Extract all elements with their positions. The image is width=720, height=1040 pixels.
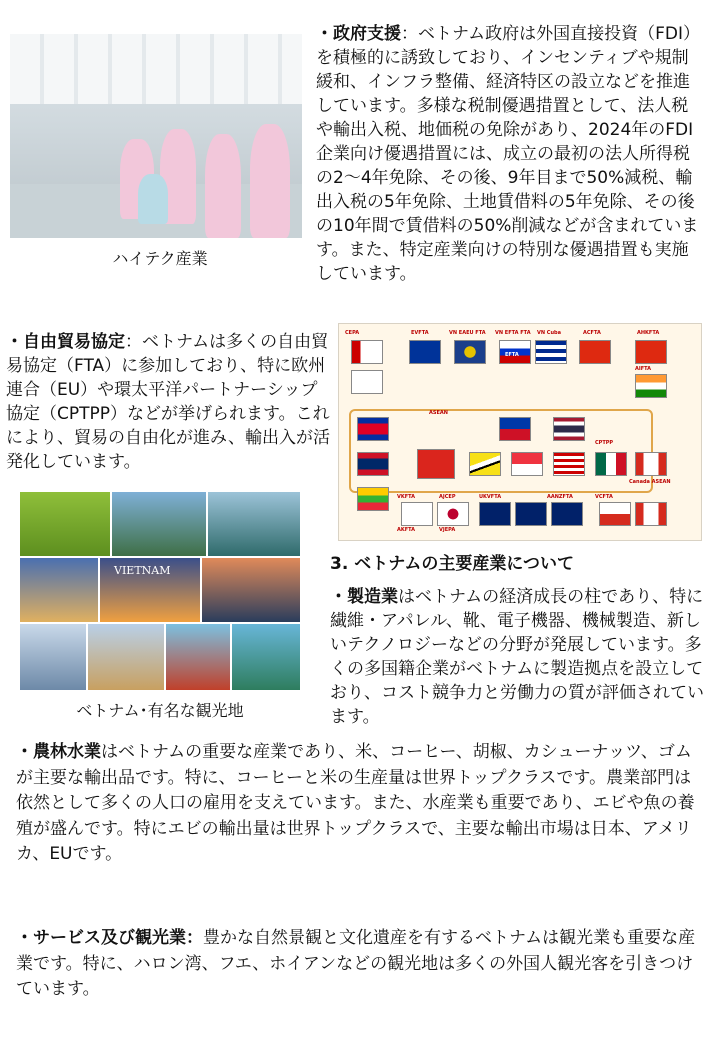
fta-paragraph (6, 330, 332, 474)
uk-flag-icon (479, 502, 511, 526)
brunei-flag-icon (469, 452, 501, 476)
trade-label: EFTA (505, 352, 519, 358)
bridge-sunset-photo (202, 558, 300, 622)
trade-label: EVFTA (411, 330, 429, 336)
trade-label: VN EFTA FTA (495, 330, 531, 336)
manufacturing-paragraph (330, 585, 710, 729)
tourism-collage (20, 492, 300, 690)
vietnam-night-photo (100, 558, 200, 622)
chile-flag-icon (599, 502, 631, 526)
govt-support-heading: ・政府支援 (316, 24, 401, 44)
thailand-flag-icon (553, 417, 585, 441)
lake-temple-photo (112, 492, 206, 556)
trade-label: Canada ASEAN (629, 479, 671, 485)
cambodia-flag-icon (357, 417, 389, 441)
israel-flag-icon (351, 370, 383, 394)
worker-figure (250, 124, 290, 238)
india-flag-icon (635, 374, 667, 398)
eaeu-flag-icon (454, 340, 486, 364)
newzealand-flag-icon (551, 502, 583, 526)
trade-label: CPTPP (595, 440, 614, 446)
trade-label: VJEPA (439, 527, 456, 533)
trade-label: VN EAEU FTA (449, 330, 486, 336)
services-paragraph (16, 926, 706, 1003)
services-heading: ・サービス及び観光業： (16, 928, 203, 948)
australia-flag-icon (515, 502, 547, 526)
manufacturing-body: はベトナムの経済成長の柱であり、特に繊維・アパレル、靴、電子機器、機械製造、新しいテクノロジーなどの分野が発展しています。多くの多国籍企業がベトナムに製造拠点を設立しており、コスト競争力と労働力の質が評価されています。 (330, 587, 704, 727)
post-office-photo (88, 624, 164, 690)
trade-label: UKVFTA (479, 494, 502, 500)
fta-heading: ・自由貿易協定 (6, 332, 125, 352)
factory-caption: ハイテク産業 (112, 249, 208, 268)
govt-support-paragraph (316, 22, 700, 286)
trade-label: CEPA (345, 330, 360, 336)
worker-figure-seated (138, 174, 168, 224)
fta-body: ：ベトナムは多くの自由貿易協定（FTA）に参加しており、特に欧州連合（EU）や環太平洋パートナーシップ協定（CPTPP）などが挙げられます。これにより、貿易の自由化が進み、輸出入が活発化しています。 (6, 332, 331, 472)
mexico-flag-icon (595, 452, 627, 476)
trade-label: AHKFTA (637, 330, 660, 336)
agriculture-heading: ・農林水業 (16, 742, 101, 762)
agriculture-paragraph (16, 740, 706, 868)
peru-flag-icon (635, 502, 667, 526)
worker-figure (205, 134, 241, 238)
beach-resort-photo (232, 624, 300, 690)
china-flag-icon (579, 340, 611, 364)
canada-flag-icon (635, 452, 667, 476)
factory-ceiling-lights (10, 34, 302, 104)
manufacturing-heading: ・製造業 (330, 587, 398, 607)
philippines-flag-icon (499, 417, 531, 441)
halong-bay-photo (208, 492, 300, 556)
laos-flag-icon (357, 452, 389, 476)
cuba-flag-icon (535, 340, 567, 364)
trade-label: VCFTA (595, 494, 613, 500)
trade-label: VKFTA (397, 494, 416, 500)
govt-support-body: ：ベトナム政府は外国直接投資（FDI）を積極的に誘致しており、インセンティブや規制緩和、インフラ整備、経済特区の設立などを推進しています。多様な税制優遇措置として、法人税や輸出入税、地価税の免除があり、2024年のFDI企業向け優遇措置には、成立の最初の法人所得税の2～4年免除、その後、9年目まで50%減税、輸出入税の5年免除、土地賃借料の5年免除、その後の10年間で賃借料の50%削減などが含まれています。また、特定産業向けの特別な優遇措置も実施しています。 (316, 24, 699, 284)
trade-label: AKFTA (397, 527, 416, 533)
hongkong-flag-icon (635, 340, 667, 364)
vietnam-flag-icon (417, 449, 455, 479)
trade-label: AANZFTA (547, 494, 573, 500)
palace-photo (20, 558, 98, 622)
singapore-flag-icon (511, 452, 543, 476)
trade-label: VN Cuba (537, 330, 561, 336)
tourism-caption: ベトナム･有名な観光地 (76, 701, 244, 720)
eu-flag-icon (409, 340, 441, 364)
rice-terrace-photo (20, 492, 110, 556)
city-skyline-photo (20, 624, 86, 690)
myanmar-flag-icon (357, 487, 389, 511)
services-body: 豊かな自然景観と文化遺産を有するベトナムは観光業も重要な産業です。特に、ハロン湾、フエ、ホイアンなどの観光地は多くの外国人観光客を引きつけています。 (16, 928, 696, 999)
factory-photo (10, 34, 302, 238)
trade-label: AIFTA (635, 366, 652, 372)
section3-title: 3. ベトナムの主要産業について (330, 554, 575, 574)
collage-vietnam-text: VIETNAM (114, 564, 171, 577)
trade-label: ASEAN (429, 410, 448, 416)
malaysia-flag-icon (553, 452, 585, 476)
uae-flag-icon (351, 340, 383, 364)
trade-label: AJCEP (439, 494, 456, 500)
korea-flag-icon (401, 502, 433, 526)
trade-agreements-diagram (338, 323, 702, 541)
trade-label: ACFTA (583, 330, 601, 336)
agriculture-body: はベトナムの重要な産業であり、米、コーヒー、胡椒、カシューナッツ、ゴムが主要な輸出品です。特に、コーヒーと米の生産量は世界トップクラスです。農業部門は依然として多くの人口の雇用を支えています。また、水産業も重要であり、エビや魚の養殖が盛んです。特にエビの輸出量は世界トップクラスで、主要な輸出市場は日本、アメリカ、EUです。 (16, 742, 695, 864)
flag-hill-photo (166, 624, 230, 690)
japan-flag-icon (437, 502, 469, 526)
